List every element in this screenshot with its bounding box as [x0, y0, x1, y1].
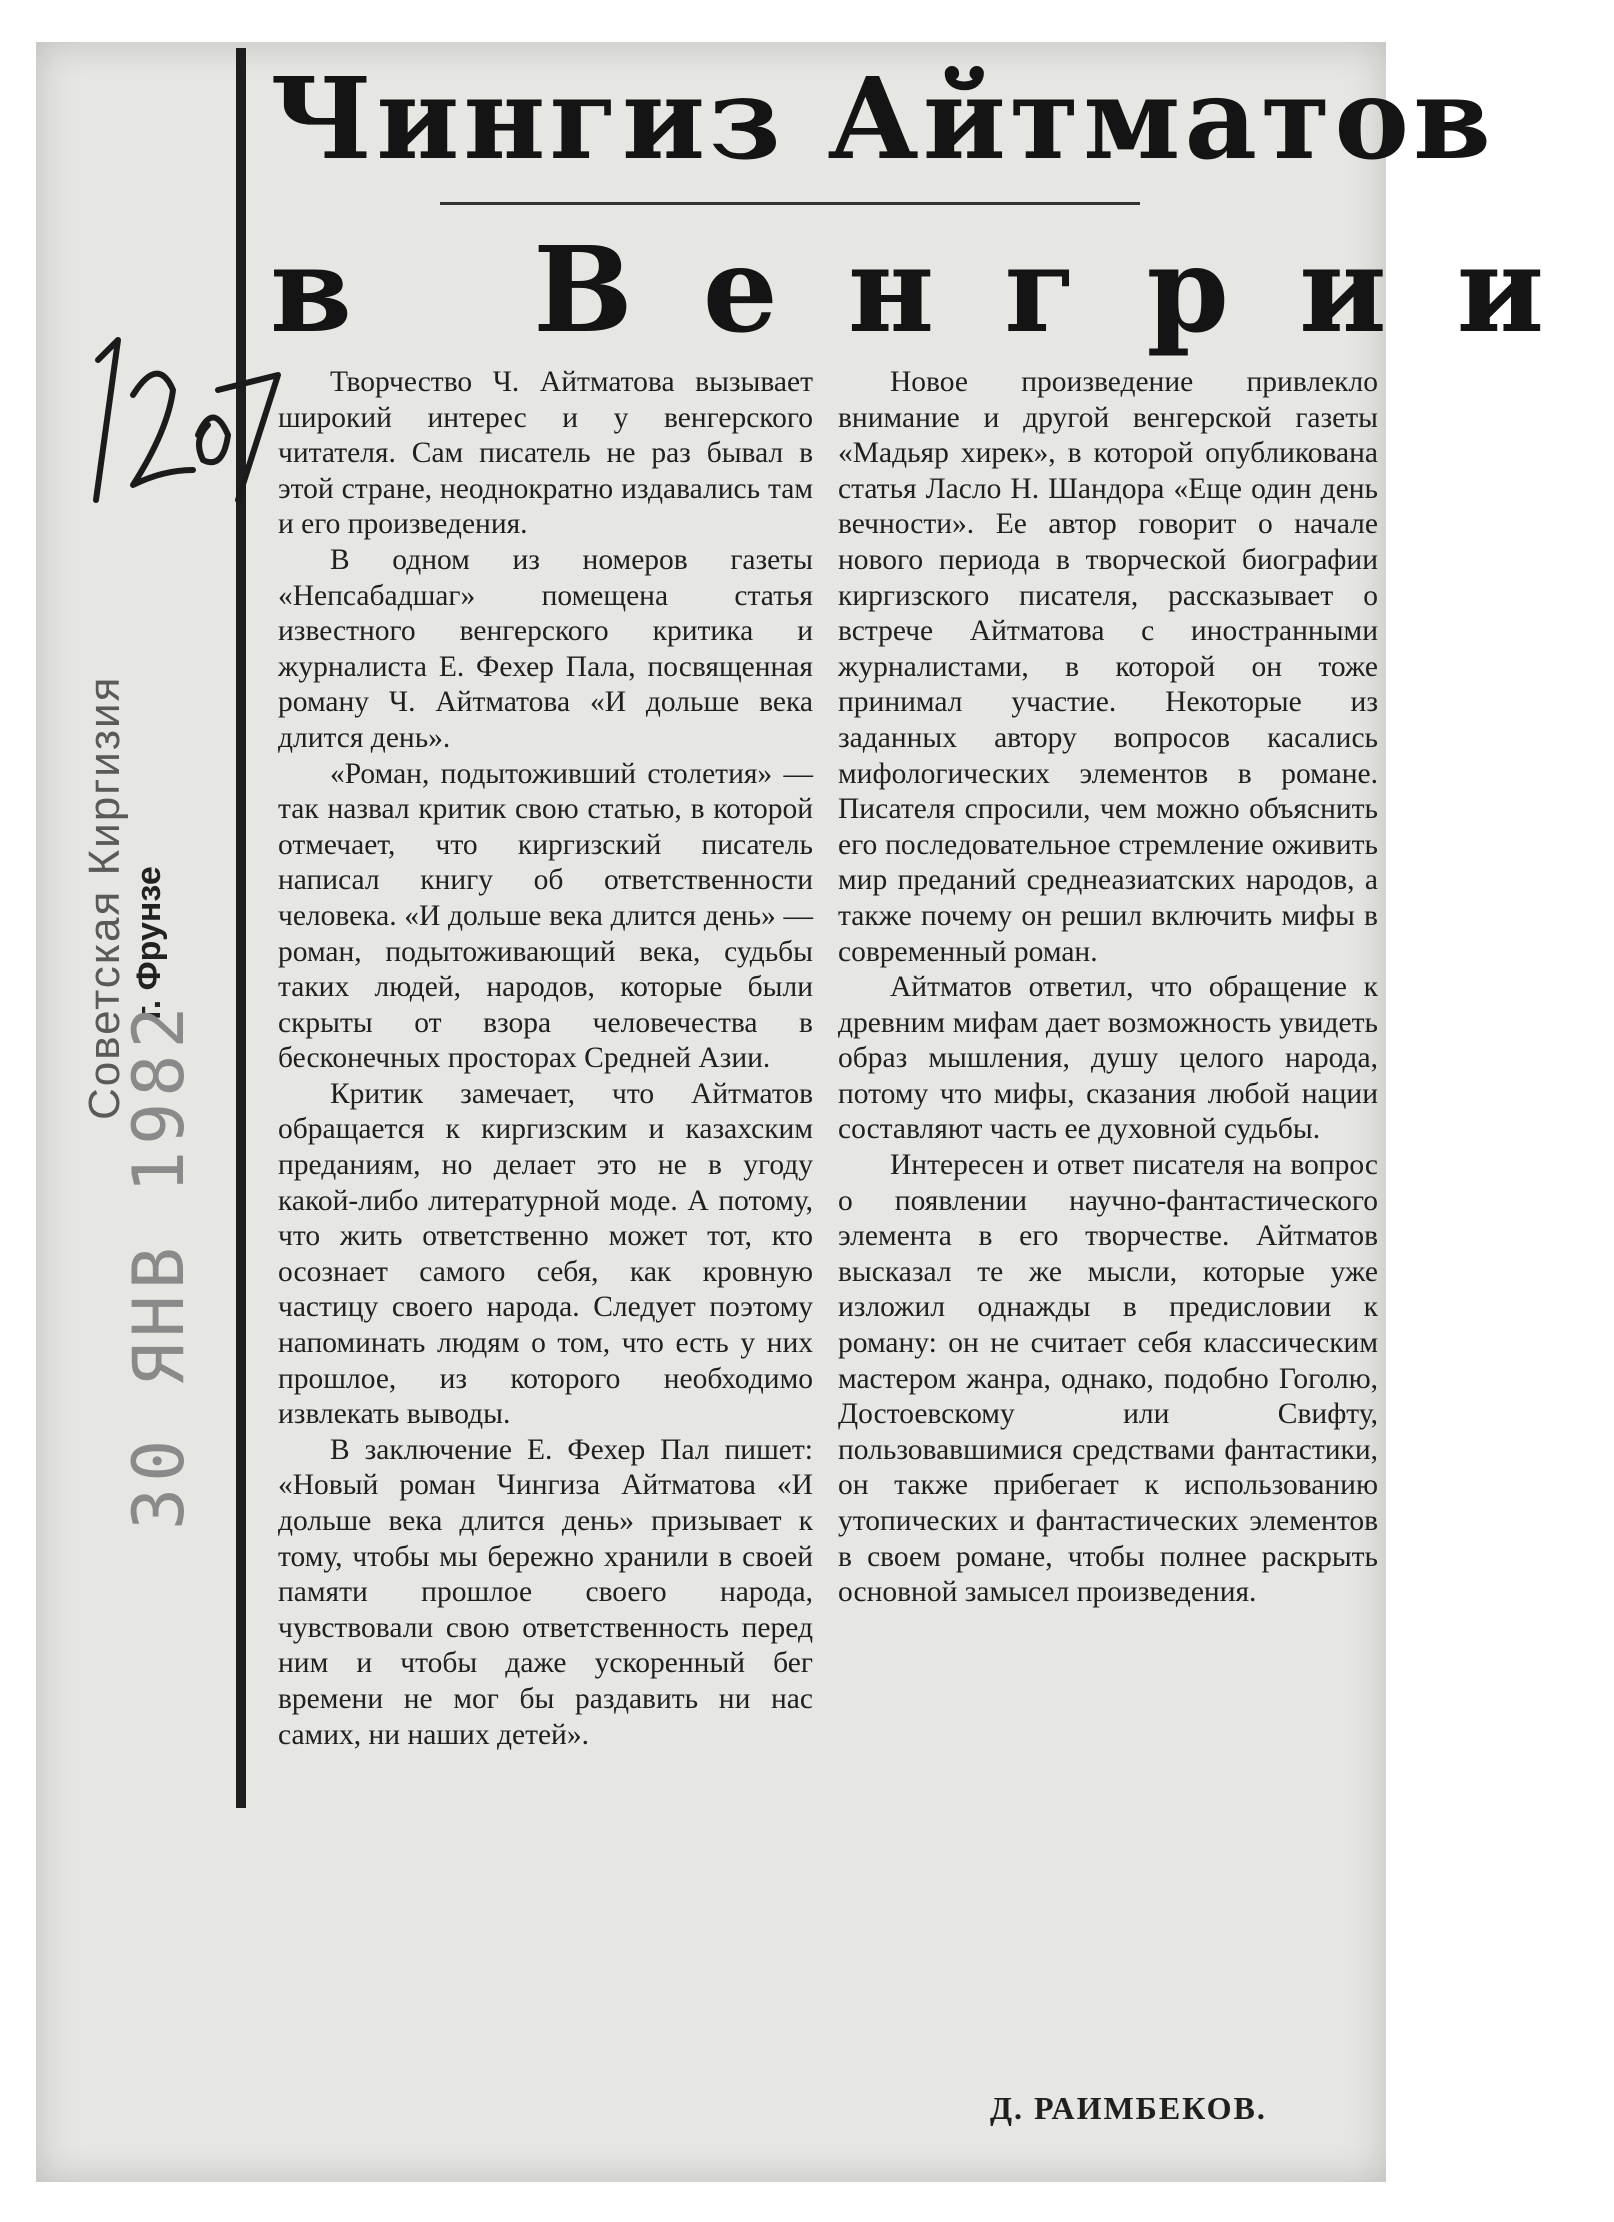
date-stamp: 30 ЯНВ 1982	[118, 1000, 200, 1530]
paragraph: «Роман, подытоживший столетия» — так назвал критик свою статью, в которой отмечает, что киргизский писатель написал книгу об ответственности человека. «И дольше века длится день» — роман, подытоживающий века, судьбы таких людей, народов, которые были скрыты от взора человечества в бесконечных просторах Средней Азии.	[278, 757, 813, 1075]
newspaper-name-stamp: Советская Киргизия	[80, 675, 129, 1120]
city-stamp: г. Фрунзе	[130, 866, 168, 1020]
article-column-right	[838, 365, 1378, 1611]
paragraph: Творчество Ч. Айтматова вызывает широкий интерес и у венгерского читателя. Сам писатель не раз бывал в этой стране, неоднократно издавались там и его произведения.	[278, 366, 813, 541]
headline	[270, 50, 1614, 360]
paragraph: Интересен и ответ писателя на вопрос о появлении научно-фантастического элемента в его творчестве. Айтматов высказал те же мысли, которые уже изложил однажды в предисловии к роману: он не считает себя классическим мастером жанра, однако, подобно Гоголю, Достоевскому или Свифту, пользовавшимися средствами фантастики, он также прибегает к использованию утопических и фантастических элементов в своем романе, чтобы полнее раскрыть основной замысел произведения.	[838, 1149, 1378, 1609]
paragraph: Критик замечает, что Айтматов обращается к киргизским и казахским преданиям, но делает это не в угоду какой-либо литературной моде. А потому, что жить ответственно может тот, кто осознает самого себя, как кровную частицу своего народа. Следует поэтому напоминать людям о том, что есть у них прошлое, из которого необходимо извлекать выводы.	[278, 1077, 813, 1431]
paragraph: В одном из номеров газеты «Непсабадшаг» помещена статья известного венгерского критика и журналиста Е. Фехер Пала, посвященная роману Ч. Айтматова «И дольше века длится день».	[278, 543, 813, 754]
paragraph: Новое произведение привлекло внимание и другой венгерской газеты «Мадьяр хирек», в которой опубликована статья Ласло Н. Шандора «Еще один день вечности». Ее автор говорит о начале нового периода в творческой биографии киргизского писателя, рассказывает о встрече Айтматова с иностранными журналистами, в которой он тоже принимал участие. Некоторые из заданных автору вопросов касались мифологических элементов в романе. Писателя спросили, чем можно объяснить его последовательное стремление оживить мир преданий среднеазиатских народов, а также почему он решил включить мифы в современный роман.	[838, 366, 1378, 968]
paragraph: Айтматов ответил, что обращение к древним мифам дает возможность увидеть образ мышления, душу целого народа, потому что мифы, сказания любой нации составляют часть ее духовной судьбы.	[838, 971, 1378, 1146]
author-signature: Д. РАИМБЕКОВ.	[990, 2090, 1267, 2126]
handwritten-number-mark	[78, 320, 288, 520]
paragraph: В заключение Е. Фехер Пал пишет: «Новый роман Чингиза Айтматова «И дольше века длится день» призывает к тому, чтобы мы бережно хранили в своей памяти прошлое своего народа, чувствовали свою ответственность перед ним и чтобы даже ускоренный бег времени не мог бы раздавить ни нас самих, ни наших детей».	[278, 1433, 813, 1751]
article-column-left	[278, 365, 813, 1753]
headline-line-1: Чингиз Айтматов	[270, 54, 1495, 185]
headline-line-2: в Венгрии	[270, 220, 1614, 359]
headline-rule	[440, 202, 1140, 205]
column-rule	[236, 48, 246, 1808]
